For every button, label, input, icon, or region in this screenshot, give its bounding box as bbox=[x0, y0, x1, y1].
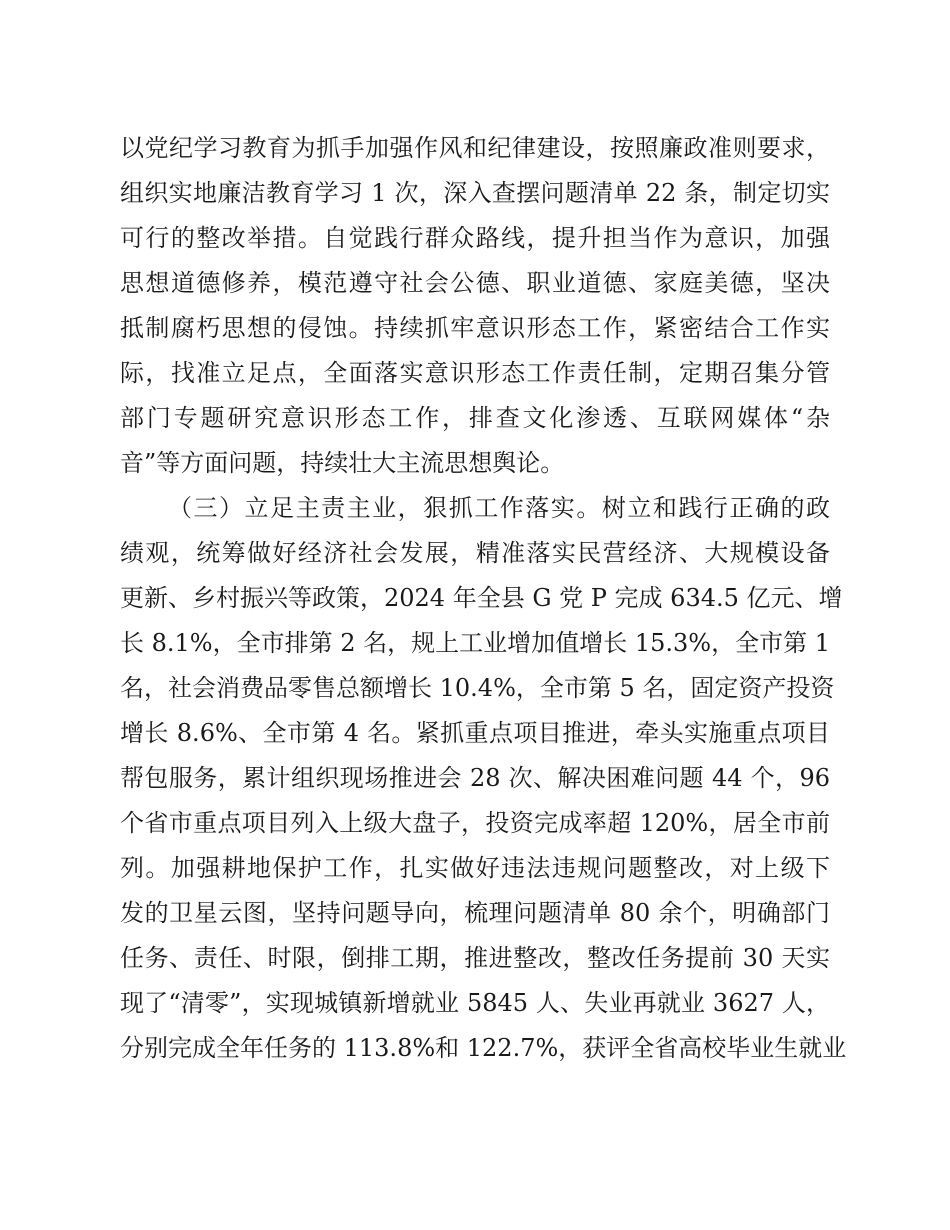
text-line: 抵制腐朽思想的侵蚀。持续抓牢意识形态工作，紧密结合工作实 bbox=[120, 314, 830, 342]
text-line: 现了“清零”，实现城镇新增就业 5845 人、失业再就业 3627 人， bbox=[120, 989, 830, 1017]
text-line: 任务、责任、时限，倒排工期，推进整改，整改任务提前 30 天实 bbox=[120, 944, 830, 972]
text-line: 可行的整改举措。自觉践行群众路线，提升担当作为意识，加强 bbox=[120, 224, 830, 252]
text-line: 分别完成全年任务的 113.8%和 122.7%，获评全省高校毕业生就业 bbox=[120, 1034, 847, 1062]
text-line: 部门专题研究意识形态工作，排查文化渗透、互联网媒体“杂 bbox=[120, 404, 830, 432]
text-line: 发的卫星云图，坚持问题导向，梳理问题清单 80 余个，明确部门 bbox=[120, 899, 830, 927]
text-line: 名，社会消费品零售总额增长 10.4%，全市第 5 名，固定资产投资 bbox=[120, 674, 835, 702]
text-line: 绩观，统筹做好经济社会发展，精准落实民营经济、大规模设备 bbox=[120, 539, 830, 567]
section-heading-line: （三）立足主责主业，狠抓工作落实。树立和践行正确的政 bbox=[168, 494, 830, 522]
text-line: 以党纪学习教育为抓手加强作风和纪律建设，按照廉政准则要求， bbox=[120, 134, 830, 162]
text-line: 长 8.1%，全市排第 2 名，规上工业增加值增长 15.3%，全市第 1 bbox=[120, 629, 830, 657]
text-line: 组织实地廉洁教育学习 1 次，深入查摆问题清单 22 条，制定切实 bbox=[120, 179, 830, 207]
text-line: 更新、乡村振兴等政策，2024 年全县 G 党 P 完成 634.5 亿元、增 bbox=[120, 584, 843, 612]
text-line: 帮包服务，累计组织现场推进会 28 次、解决困难问题 44 个，96 bbox=[120, 764, 830, 792]
body-text bbox=[120, 126, 847, 1071]
text-line: 列。加强耕地保护工作，扎实做好违法违规问题整改，对上级下 bbox=[120, 854, 830, 882]
text-line: 个省市重点项目列入上级大盘子，投资完成率超 120%，居全市前 bbox=[120, 809, 830, 837]
text-line: 思想道德修养，模范遵守社会公德、职业道德、家庭美德，坚决 bbox=[120, 269, 830, 297]
paragraph-end-line: 音”等方面问题，持续壮大主流思想舆论。 bbox=[120, 449, 565, 477]
text-line: 增长 8.6%、全市第 4 名。紧抓重点项目推进，牵头实施重点项目 bbox=[120, 719, 830, 747]
text-line: 际，找准立足点，全面落实意识形态工作责任制，定期召集分管 bbox=[120, 359, 830, 387]
